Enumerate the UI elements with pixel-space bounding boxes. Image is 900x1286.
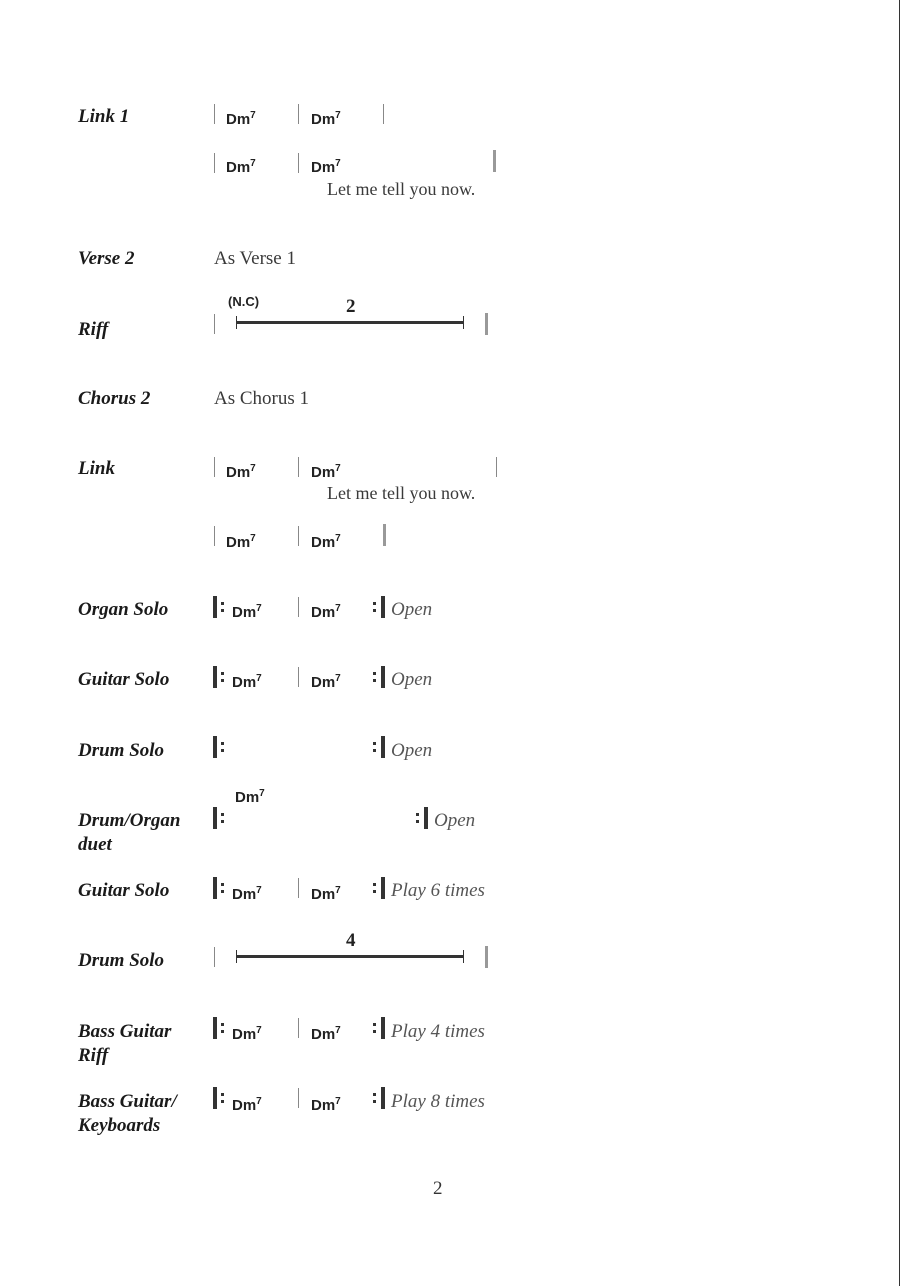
section-label-link: Link — [78, 458, 115, 479]
barline — [298, 878, 299, 898]
chord-extension: 7 — [335, 1025, 341, 1036]
repeat-instruction: Open — [391, 669, 433, 690]
end-barline — [383, 524, 386, 546]
chord-dm7 — [226, 530, 256, 552]
chord-root: Dm — [235, 789, 260, 806]
as-verse-text: As Verse 1 — [214, 248, 296, 269]
chord-extension: 7 — [335, 158, 341, 169]
multi-measure-rest — [236, 955, 464, 958]
repeat-end — [414, 807, 428, 829]
repeat-end — [371, 736, 385, 758]
multi-measure-rest — [236, 321, 464, 324]
chord-extension: 7 — [335, 603, 341, 614]
chord-extension: 7 — [335, 885, 341, 896]
repeat-instruction: Open — [391, 740, 433, 761]
barline — [383, 104, 384, 124]
barline — [214, 457, 215, 477]
chord-extension: 7 — [259, 788, 265, 799]
no-chord-marking: (N.C) — [228, 294, 260, 309]
chord-extension: 7 — [250, 463, 256, 474]
section-label-keyboards: Keyboards — [78, 1115, 161, 1136]
chord-root: Dm — [311, 464, 336, 481]
repeat-instruction: Open — [434, 810, 476, 831]
chord-dm7 — [311, 1093, 341, 1115]
chord-extension: 7 — [250, 158, 256, 169]
chord-root: Dm — [311, 534, 336, 551]
lyric-text: Let me tell you now. — [327, 179, 476, 199]
repeat-start — [213, 807, 227, 829]
barline — [214, 153, 215, 173]
repeat-instruction: Play 8 times — [391, 1091, 485, 1112]
chord-root: Dm — [226, 534, 251, 551]
section-label-drum-organ-duet: duet — [78, 834, 112, 855]
chord-root: Dm — [311, 886, 336, 903]
chord-root: Dm — [226, 464, 251, 481]
barline — [298, 667, 299, 687]
barline — [214, 526, 215, 546]
chord-extension: 7 — [256, 603, 262, 614]
chord-extension: 7 — [256, 885, 262, 896]
repeat-start — [213, 1017, 227, 1039]
multi-rest-count: 4 — [346, 930, 356, 951]
repeat-end — [371, 596, 385, 618]
barline — [298, 153, 299, 173]
barline — [298, 1018, 299, 1038]
page-number: 2 — [433, 1178, 443, 1199]
chord-root: Dm — [232, 604, 257, 621]
section-label-chorus-2: Chorus 2 — [78, 388, 151, 409]
repeat-start — [213, 1087, 227, 1109]
chord-extension: 7 — [256, 673, 262, 684]
chord-root: Dm — [311, 1097, 336, 1114]
section-label-guitar-solo: Guitar Solo — [78, 669, 170, 690]
barline — [214, 947, 215, 967]
chord-extension: 7 — [335, 1096, 341, 1107]
chord-root: Dm — [232, 1097, 257, 1114]
chord-dm7 — [311, 882, 341, 904]
chord-root: Dm — [232, 1026, 257, 1043]
section-label-organ-solo: Organ Solo — [78, 599, 169, 620]
end-barline — [493, 150, 496, 172]
chord-dm7 — [311, 155, 341, 177]
chord-root: Dm — [226, 111, 251, 128]
chord-extension: 7 — [256, 1025, 262, 1036]
section-label-riff: Riff — [78, 319, 109, 340]
chord-dm7 — [226, 155, 256, 177]
chord-dm7 — [311, 107, 341, 129]
chord-dm7 — [232, 670, 262, 692]
end-barline — [485, 313, 488, 335]
repeat-end — [371, 1017, 385, 1039]
chord-root: Dm — [311, 1026, 336, 1043]
chord-extension: 7 — [335, 533, 341, 544]
section-label-drum-organ: Drum/Organ — [78, 810, 181, 831]
chord-dm7 — [226, 460, 256, 482]
repeat-start — [213, 736, 227, 758]
repeat-start — [213, 877, 227, 899]
repeat-end — [371, 1087, 385, 1109]
multi-rest-count: 2 — [346, 296, 356, 317]
as-chorus-text: As Chorus 1 — [214, 388, 310, 409]
chord-dm7 — [226, 107, 256, 129]
chord-extension: 7 — [335, 673, 341, 684]
chord-dm7 — [311, 600, 341, 622]
barline — [298, 597, 299, 617]
chord-dm7 — [311, 460, 341, 482]
chord-extension: 7 — [250, 110, 256, 121]
barline — [298, 457, 299, 477]
chord-root: Dm — [311, 674, 336, 691]
chord-dm7 — [232, 600, 262, 622]
section-label-bass-guitar: Bass Guitar — [78, 1021, 172, 1042]
section-label-bass-guitar-keys: Bass Guitar/ — [78, 1091, 177, 1112]
chord-dm7 — [232, 1022, 262, 1044]
chord-dm7 — [235, 785, 265, 807]
barline — [214, 314, 215, 334]
repeat-instruction: Play 6 times — [391, 880, 485, 901]
chord-dm7 — [311, 530, 341, 552]
section-label-guitar-solo-2: Guitar Solo — [78, 880, 170, 901]
section-label-verse-2: Verse 2 — [78, 248, 135, 269]
repeat-instruction: Open — [391, 599, 433, 620]
chord-root: Dm — [226, 159, 251, 176]
repeat-instruction: Play 4 times — [391, 1021, 485, 1042]
barline — [298, 526, 299, 546]
barline — [496, 457, 497, 477]
chord-root: Dm — [311, 604, 336, 621]
chord-root: Dm — [232, 674, 257, 691]
chord-root: Dm — [232, 886, 257, 903]
chord-dm7 — [311, 1022, 341, 1044]
barline — [214, 104, 215, 124]
chord-extension: 7 — [335, 110, 341, 121]
section-label-bass-riff: Riff — [78, 1045, 109, 1066]
repeat-end — [371, 877, 385, 899]
lyric-text: Let me tell you now. — [327, 483, 476, 503]
chord-root: Dm — [311, 111, 336, 128]
section-label-link-1: Link 1 — [78, 106, 130, 127]
barline — [298, 104, 299, 124]
chord-dm7 — [232, 882, 262, 904]
section-label-drum-solo-2: Drum Solo — [78, 950, 165, 971]
chord-extension: 7 — [335, 463, 341, 474]
section-label-drum-solo: Drum Solo — [78, 740, 165, 761]
chord-dm7 — [232, 1093, 262, 1115]
end-barline — [485, 946, 488, 968]
repeat-end — [371, 666, 385, 688]
chord-extension: 7 — [256, 1096, 262, 1107]
chord-extension: 7 — [250, 533, 256, 544]
repeat-start — [213, 666, 227, 688]
barline — [298, 1088, 299, 1108]
chord-root: Dm — [311, 159, 336, 176]
chord-dm7 — [311, 670, 341, 692]
repeat-start — [213, 596, 227, 618]
